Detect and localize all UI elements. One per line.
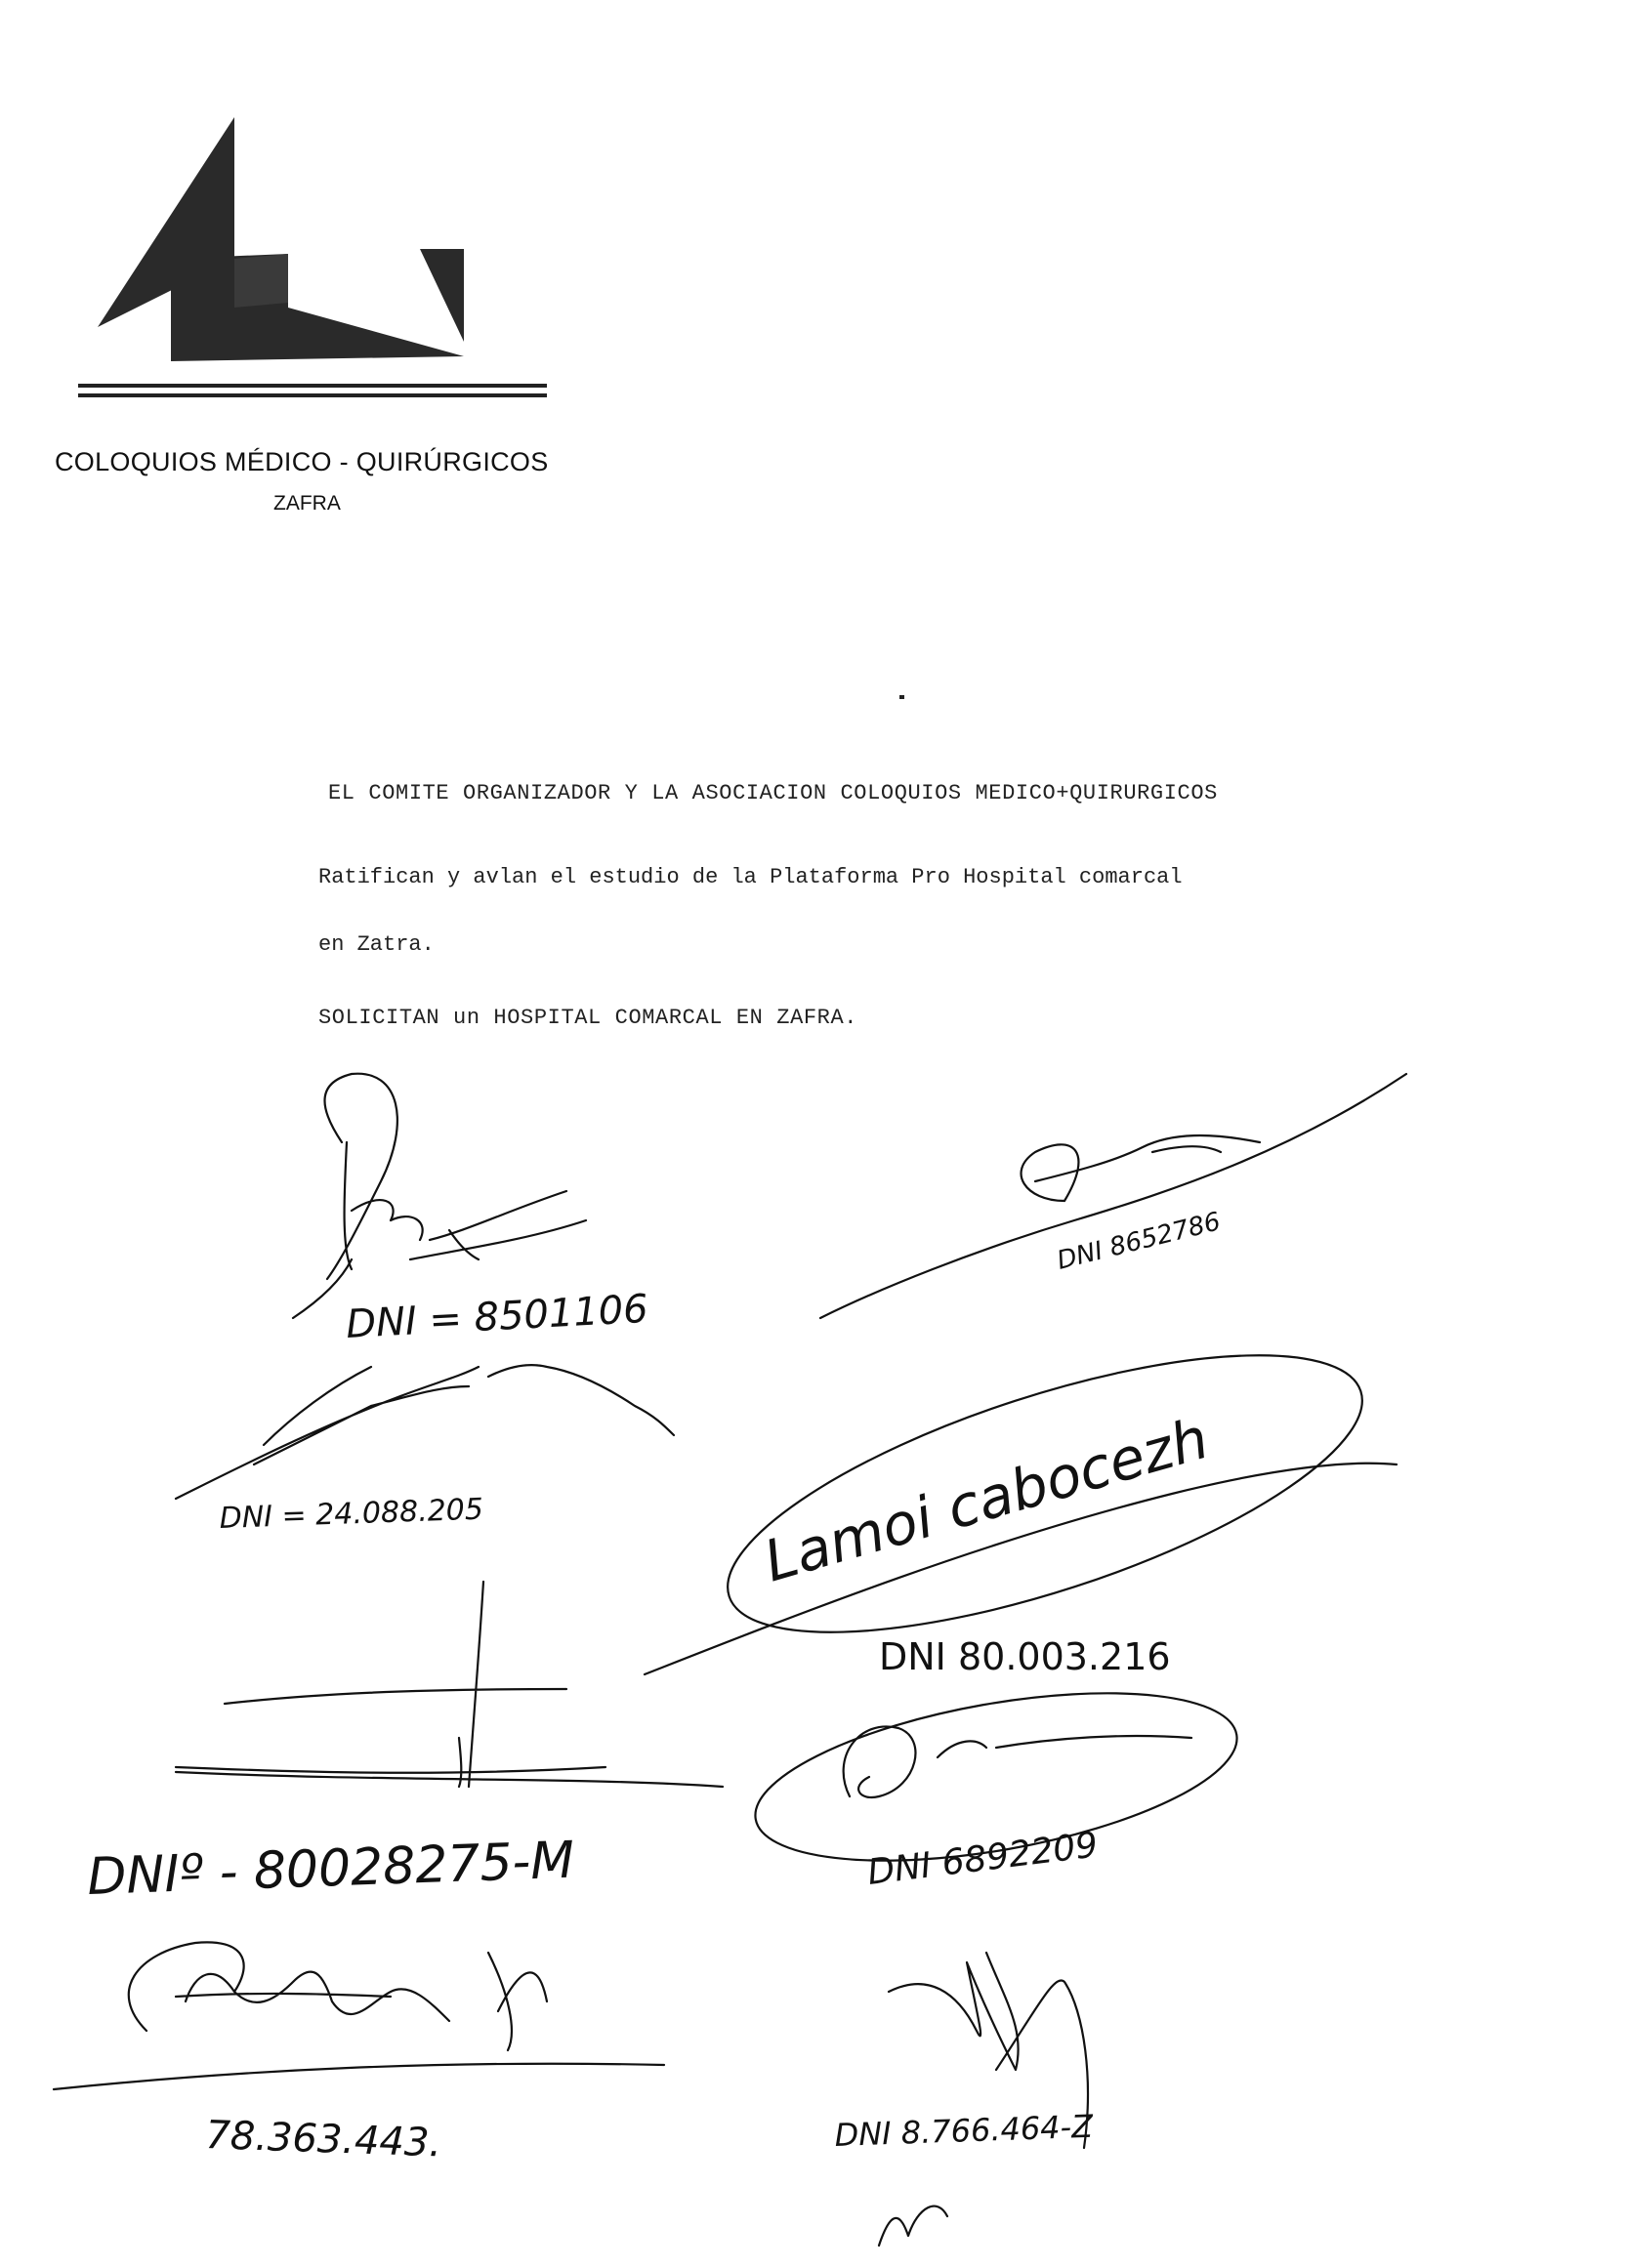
logo-step (234, 254, 288, 308)
signature-4-loop (699, 1299, 1392, 1689)
signature-5 (86, 1582, 723, 1907)
speck (899, 695, 904, 699)
signature-7 (54, 1942, 664, 2165)
signature-4-handwriting: Lamoi cabocezh (757, 1404, 1216, 1595)
signature-1-dni: DNI = 8501106 (345, 1286, 649, 1347)
signature-1 (293, 1074, 649, 1347)
signature-3 (176, 1365, 674, 1536)
signature-6-loop (743, 1663, 1249, 1892)
signature-4 (645, 1299, 1397, 1689)
signature-4-dni: DNI 80.003.216 (879, 1635, 1171, 1678)
signature-6-dni: DNI 6892209 (865, 1825, 1101, 1893)
signature-6 (743, 1663, 1249, 1893)
signature-8-dni: DNI 8.766.464-Z (833, 2107, 1094, 2154)
statement-line-3: en Zatra. (318, 932, 435, 957)
statement-line-1: EL COMITE ORGANIZADOR Y LA ASOCIACION COLOQUIOS MEDICO+QUIRURGICOS (328, 781, 1218, 805)
signature-2-dni: DNI 8652786 (1054, 1207, 1224, 1276)
organization-city: ZAFRA (273, 492, 341, 515)
colloquium-logo (78, 107, 566, 420)
logo-triangle-right (420, 249, 464, 342)
signature-8 (834, 1953, 1095, 2246)
statement-line-2: Ratifican y avlan el estudio de la Plataforma Pro Hospital comarcal (318, 865, 1183, 889)
signature-3-dni: DNI = 24.088.205 (219, 1492, 484, 1536)
signature-7-dni: 78.363.443. (204, 2113, 442, 2166)
logo-block-lower (171, 254, 464, 361)
organization-name: COLOQUIOS MÉDICO - QUIRÚRGICOS (55, 447, 549, 476)
statement-line-4: SOLICITAN un HOSPITAL COMARCAL EN ZAFRA. (318, 1006, 858, 1030)
signature-2 (820, 1074, 1406, 1318)
signature-5-dni: DNIº - 80028275-M (86, 1831, 576, 1907)
